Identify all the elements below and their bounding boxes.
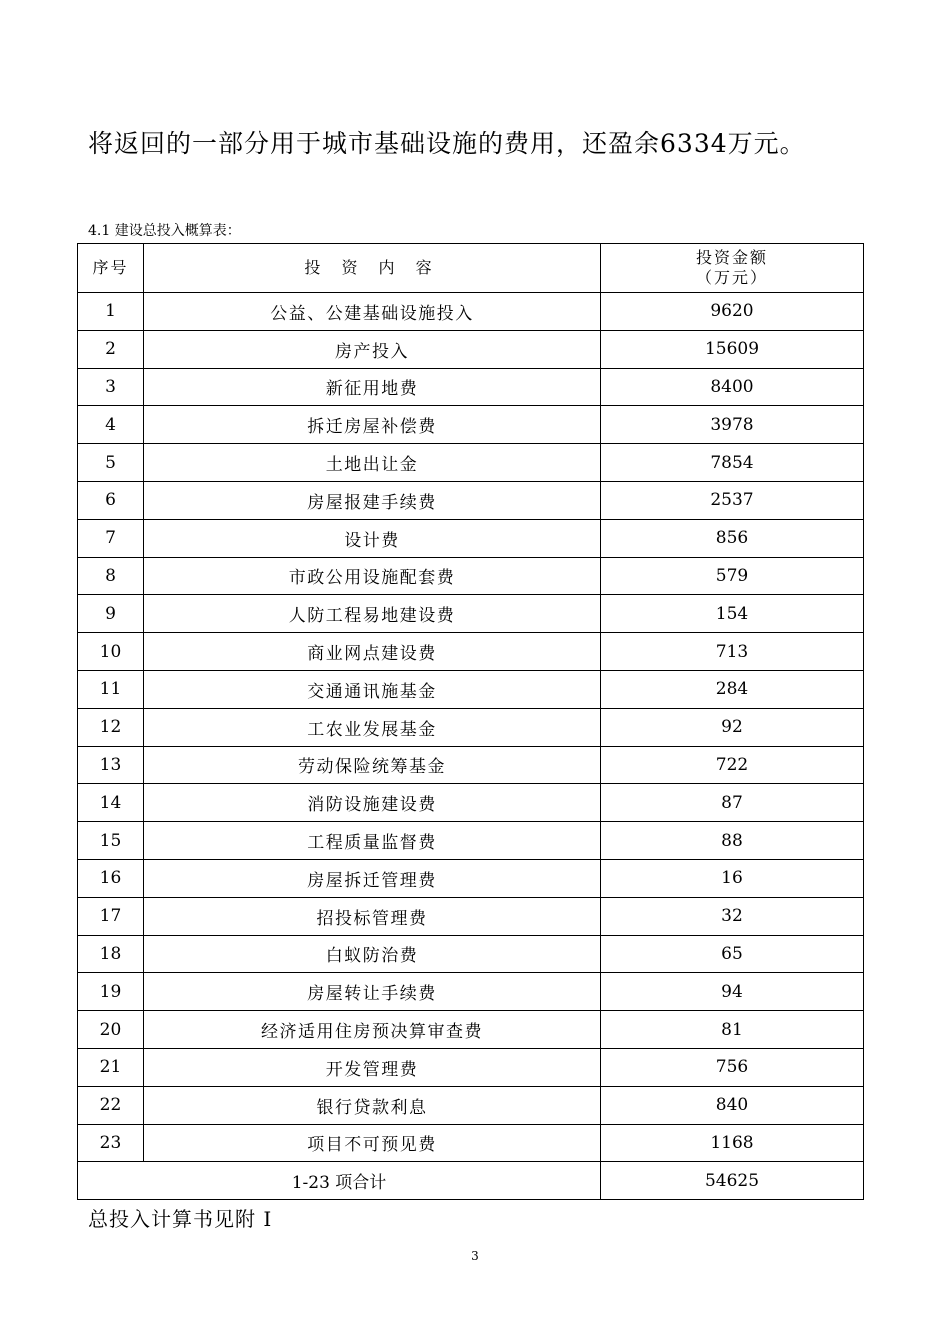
row-number: 4 [78, 406, 144, 444]
row-amount: 87 [601, 784, 864, 822]
table-row [78, 859, 864, 897]
row-item: 房屋转让手续费 [144, 973, 601, 1011]
row-number: 9 [78, 595, 144, 633]
row-number: 1 [78, 293, 144, 331]
row-amount: 856 [601, 519, 864, 557]
row-number: 5 [78, 444, 144, 482]
table-row [78, 935, 864, 973]
table-row [78, 1086, 864, 1124]
header-amount-line2: （万元） [695, 268, 768, 287]
row-number: 12 [78, 708, 144, 746]
header-content: 投 资 内 容 [144, 244, 601, 293]
row-amount: 3978 [601, 406, 864, 444]
investment-table [77, 243, 864, 1200]
row-amount: 756 [601, 1048, 864, 1086]
table-row [78, 293, 864, 331]
table-row [78, 557, 864, 595]
row-item: 商业网点建设费 [144, 633, 601, 671]
row-number: 7 [78, 519, 144, 557]
table-row [78, 633, 864, 671]
row-amount: 154 [601, 595, 864, 633]
table-row [78, 746, 864, 784]
table-row [78, 444, 864, 482]
table-row [78, 1048, 864, 1086]
row-item: 公益、公建基础设施投入 [144, 293, 601, 331]
page-number: 3 [471, 1249, 479, 1263]
row-number: 21 [78, 1048, 144, 1086]
row-item: 开发管理费 [144, 1048, 601, 1086]
row-amount: 7854 [601, 444, 864, 482]
row-item: 工农业发展基金 [144, 708, 601, 746]
row-number: 11 [78, 670, 144, 708]
row-item: 房屋报建手续费 [144, 481, 601, 519]
row-number: 23 [78, 1124, 144, 1162]
row-number: 8 [78, 557, 144, 595]
row-number: 16 [78, 859, 144, 897]
row-number: 13 [78, 746, 144, 784]
row-amount: 284 [601, 670, 864, 708]
table-row [78, 406, 864, 444]
row-amount: 16 [601, 859, 864, 897]
total-label: 1-23 项合计 [78, 1162, 601, 1200]
row-number: 17 [78, 897, 144, 935]
row-item: 交通通讯施基金 [144, 670, 601, 708]
row-amount: 9620 [601, 293, 864, 331]
intro-paragraph: 将返回的一部分用于城市基础设施的费用，还盈余6334万元。 [88, 129, 806, 158]
table-row [78, 519, 864, 557]
row-item: 招投标管理费 [144, 897, 601, 935]
table-row [78, 670, 864, 708]
row-number: 18 [78, 935, 144, 973]
table-caption: 4.1 建设总投入概算表： [88, 223, 241, 239]
row-amount: 32 [601, 897, 864, 935]
table-row [78, 973, 864, 1011]
row-number: 22 [78, 1086, 144, 1124]
row-amount: 713 [601, 633, 864, 671]
row-amount: 81 [601, 1011, 864, 1049]
row-item: 经济适用住房预决算审查费 [144, 1011, 601, 1049]
row-amount: 65 [601, 935, 864, 973]
table-row [78, 368, 864, 406]
header-seq: 序号 [78, 244, 144, 293]
row-number: 2 [78, 330, 144, 368]
row-item: 银行贷款利息 [144, 1086, 601, 1124]
table-row [78, 784, 864, 822]
row-number: 15 [78, 822, 144, 860]
row-item: 房产投入 [144, 330, 601, 368]
row-item: 白蚁防治费 [144, 935, 601, 973]
table-header-row [78, 244, 864, 293]
row-amount: 94 [601, 973, 864, 1011]
row-item: 新征用地费 [144, 368, 601, 406]
row-number: 10 [78, 633, 144, 671]
header-amount [601, 244, 864, 293]
row-amount: 1168 [601, 1124, 864, 1162]
table-row [78, 1124, 864, 1162]
row-amount: 15609 [601, 330, 864, 368]
row-number: 6 [78, 481, 144, 519]
row-item: 房屋拆迁管理费 [144, 859, 601, 897]
row-item: 拆迁房屋补偿费 [144, 406, 601, 444]
table-row [78, 330, 864, 368]
row-number: 20 [78, 1011, 144, 1049]
row-item: 设计费 [144, 519, 601, 557]
row-amount: 840 [601, 1086, 864, 1124]
row-item: 工程质量监督费 [144, 822, 601, 860]
row-amount: 88 [601, 822, 864, 860]
total-row [78, 1162, 864, 1200]
row-amount: 8400 [601, 368, 864, 406]
row-item: 项目不可预见费 [144, 1124, 601, 1162]
row-item: 劳动保险统筹基金 [144, 746, 601, 784]
row-number: 19 [78, 973, 144, 1011]
row-amount: 2537 [601, 481, 864, 519]
row-number: 14 [78, 784, 144, 822]
row-item: 人防工程易地建设费 [144, 595, 601, 633]
row-item: 土地出让金 [144, 444, 601, 482]
row-number: 3 [78, 368, 144, 406]
row-amount: 579 [601, 557, 864, 595]
row-item: 消防设施建设费 [144, 784, 601, 822]
table-row [78, 708, 864, 746]
row-amount: 92 [601, 708, 864, 746]
table-row [78, 822, 864, 860]
row-item: 市政公用设施配套费 [144, 557, 601, 595]
row-amount: 722 [601, 746, 864, 784]
footer-note: 总投入计算书见附 I [88, 1207, 273, 1231]
table-row [78, 595, 864, 633]
header-amount-line1: 投资金额 [695, 248, 768, 267]
table-row [78, 897, 864, 935]
table-row [78, 1011, 864, 1049]
table-body [78, 293, 864, 1162]
total-amount: 54625 [601, 1162, 864, 1200]
table-row [78, 481, 864, 519]
